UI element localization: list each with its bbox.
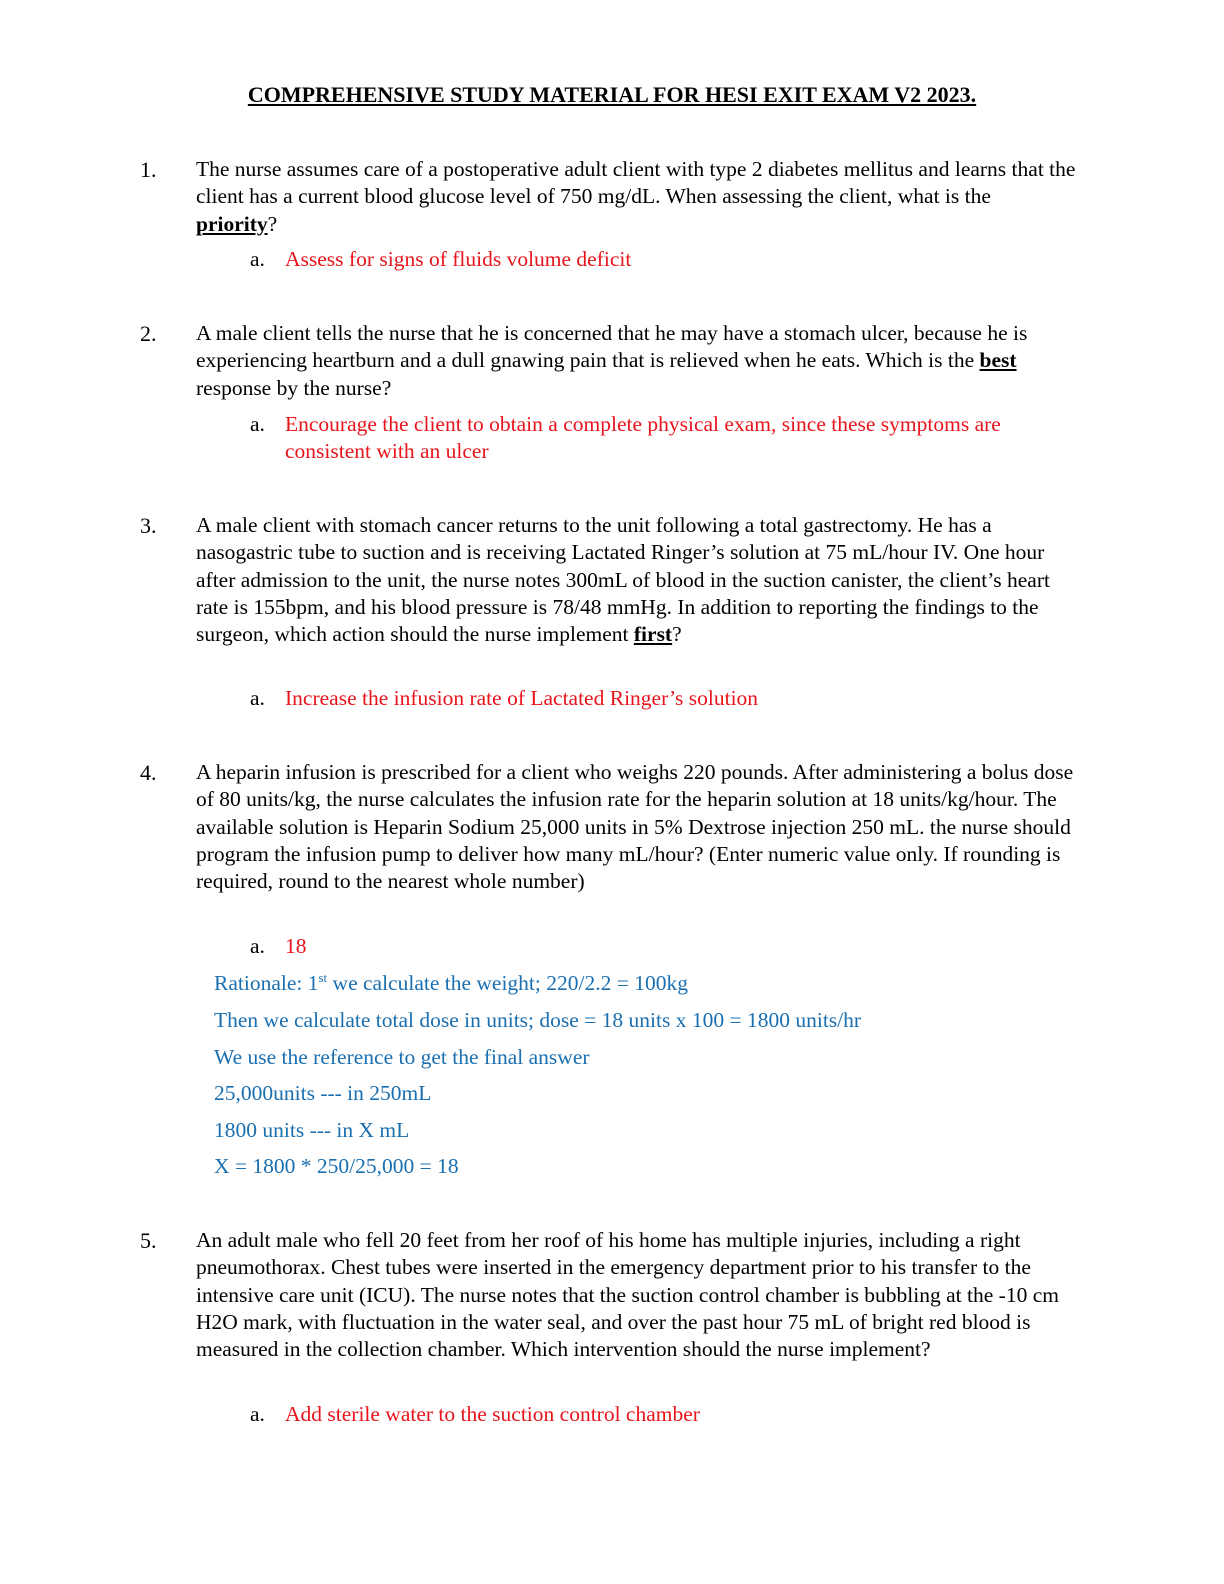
question-1-emphasis: priority [196,211,268,236]
rationale-line-4: 25,000units --- in 250mL [214,1081,432,1105]
question-3-number: 3. [140,513,157,538]
question-2-option-letter: a. [250,412,265,436]
question-4-answer: 18 [285,934,307,958]
question-3-text: A male client with stomach cancer returns to the unit following a total gastrectomy. He has a nasogastric tube to suction and is receiving Lactated Ringer’s solution at 75 mL/hour IV. One hour after admission to the unit, the nurse notes 300mL of blood in the suction canister, the client’s heart rate is 155bpm, and his blood pressure is 78/48 mmHg. In addition to reporting the findings to the surgeon, which action should the nurse implement first? [196,513,1050,647]
question-4-number: 4. [140,760,157,785]
question-1-answer: Assess for signs of fluids volume deficit [285,247,632,271]
question-1-text: The nurse assumes care of a postoperative adult client with type 2 diabetes mellitus and learns that the client has a current blood glucose level of 750 mg/dL. When assessing the client, what is the priority? [196,157,1076,236]
question-2-answer: Encourage the client to obtain a complete physical exam, since these symptoms are consistent with an ulcer [285,412,1001,463]
rationale-line-6: X = 1800 * 250/25,000 = 18 [214,1154,459,1178]
rationale-line-5: 1800 units --- in X mL [214,1118,410,1142]
question-5-option-letter: a. [250,1402,265,1426]
question-1-number: 1. [140,157,157,182]
question-5-answer: Add sterile water to the suction control chamber [285,1402,700,1426]
question-5-number: 5. [140,1228,157,1253]
rationale-line-3: We use the reference to get the final answer [214,1045,590,1069]
rationale-line-2: Then we calculate total dose in units; dose = 18 units x 100 = 1800 units/hr [214,1008,862,1032]
question-1-option-letter: a. [250,247,265,271]
question-4-option-letter: a. [250,934,265,958]
rationale-line-1: Rationale: 1st we calculate the weight; 220/2.2 = 100kg [214,970,688,995]
question-4-text: A heparin infusion is prescribed for a client who weighs 220 pounds. After administering a bolus dose of 80 units/kg, the nurse calculates the infusion rate for the heparin solution at 18 units/kg/hour. The available solution is Heparin Sodium 25,000 units in 5% Dextrose injection 250 mL. the nurse should program the infusion pump to deliver how many mL/hour? (Enter numeric value only. If rounding is required, round to the nearest whole number) [196,760,1074,894]
question-2-emphasis: best [979,348,1017,373]
question-2-number: 2. [140,321,157,346]
document-title: COMPREHENSIVE STUDY MATERIAL FOR HESI EXIT EXAM V2 2023. [247,82,977,107]
question-2-text: A male client tells the nurse that he is concerned that he may have a stomach ulcer, because he is experiencing heartburn and a dull gnawing pain that is relieved when he eats. Which is the best response by the nurse? [196,321,1028,400]
question-3-emphasis: first [633,622,673,647]
question-3-option-letter: a. [250,686,265,710]
question-3-answer: Increase the infusion rate of Lactated Ringer’s solution [285,686,759,710]
question-5-text: An adult male who fell 20 feet from her roof of his home has multiple injuries, including a right pneumothorax. Chest tubes were inserted in the emergency department prior to his transfer to the intensive care unit (ICU). The nurse notes that the suction control chamber is bubbling at the -10 cm H2O mark, with fluctuation in the water seal, and over the past hour 75 mL of bright red blood is measured in the collection chamber. Which intervention should the nurse implement? [196,1228,1059,1362]
